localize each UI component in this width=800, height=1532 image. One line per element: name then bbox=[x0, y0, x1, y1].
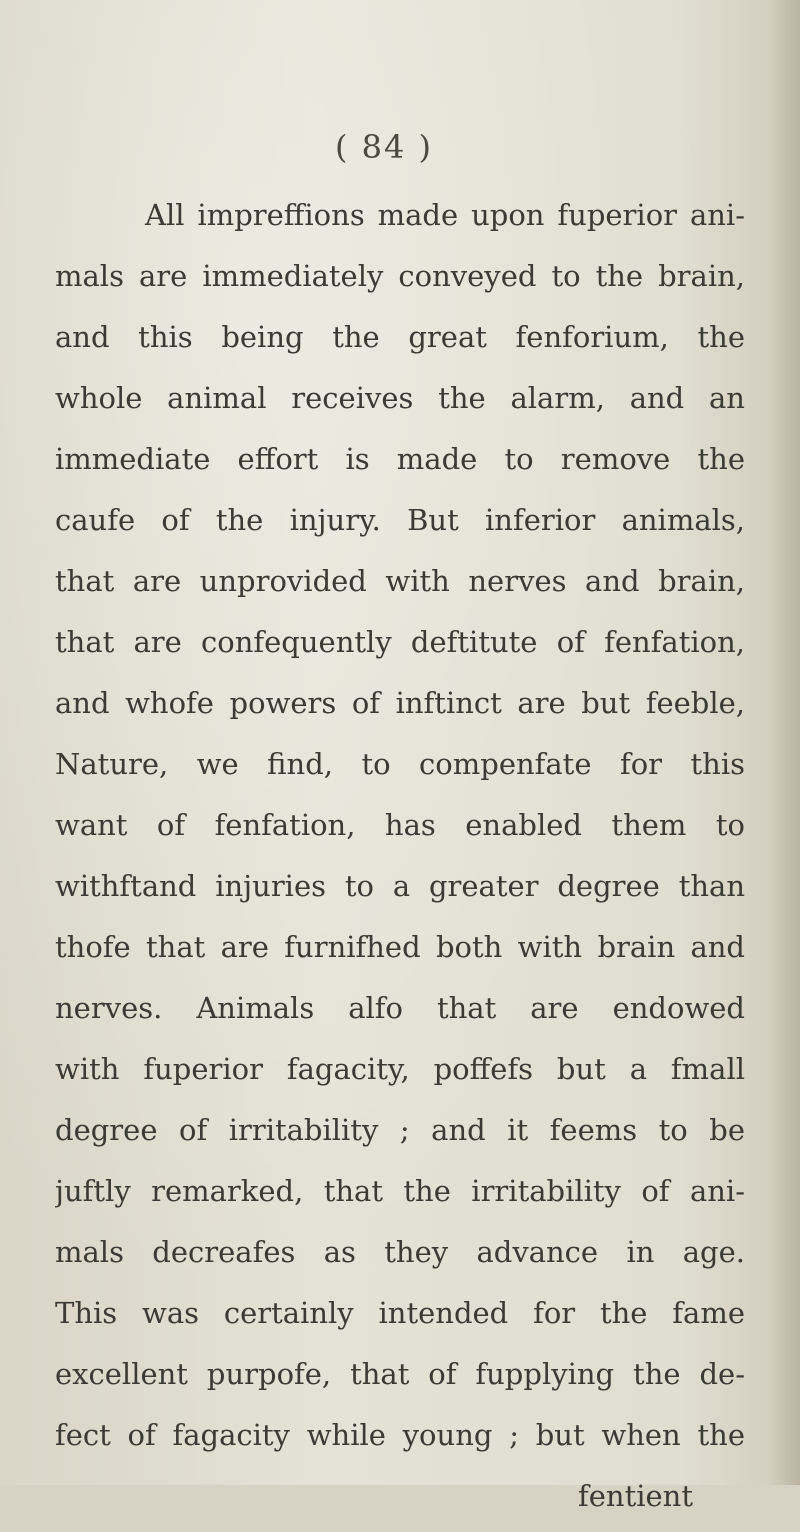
text-line: mals are immediately conveyed to the brain, bbox=[55, 259, 745, 293]
text-line: mals decreafes as they advance in age. bbox=[55, 1235, 745, 1269]
text-line: All impreffions made upon fuperior ani- bbox=[145, 198, 745, 232]
text-line: This was certainly intended for the fame bbox=[55, 1296, 745, 1330]
text-line: immediate effort is made to remove the bbox=[55, 442, 745, 476]
text-line: degree of irritability ; and it feems to be bbox=[55, 1113, 745, 1147]
body-text bbox=[55, 190, 745, 1532]
page-edge-shadow bbox=[770, 0, 800, 1485]
text-line: caufe of the injury. But inferior animals, bbox=[55, 503, 745, 537]
text-line: excellent purpofe, that of fupplying the de- bbox=[55, 1357, 745, 1391]
text-line: that are confequently deftitute of fenfation, bbox=[55, 625, 745, 659]
text-line: nerves. Animals alfo that are endowed bbox=[55, 991, 745, 1025]
text-line: want of fenfation, has enabled them to bbox=[55, 808, 745, 842]
text-line: fect of fagacity while young ; but when the bbox=[55, 1418, 745, 1452]
text-line: withftand injuries to a greater degree than bbox=[55, 869, 745, 903]
text-line: and whofe powers of inftinct are but feeble, bbox=[55, 686, 745, 720]
page-number: ( 84 ) bbox=[334, 128, 434, 166]
text-line: with fuperior fagacity, poffefs but a fmall bbox=[55, 1052, 745, 1086]
text-line: whole animal receives the alarm, and an bbox=[55, 381, 745, 415]
text-line: that are unprovided with nerves and brain, bbox=[55, 564, 745, 598]
text-line: Nature, we find, to compenfate for this bbox=[55, 747, 745, 781]
text-line: thofe that are furnifhed both with brain and bbox=[55, 930, 745, 964]
text-line: and this being the great fenforium, the bbox=[55, 320, 745, 354]
text-line: juftly remarked, that the irritability of ani- bbox=[55, 1174, 745, 1208]
catchword: fentient bbox=[578, 1479, 693, 1513]
